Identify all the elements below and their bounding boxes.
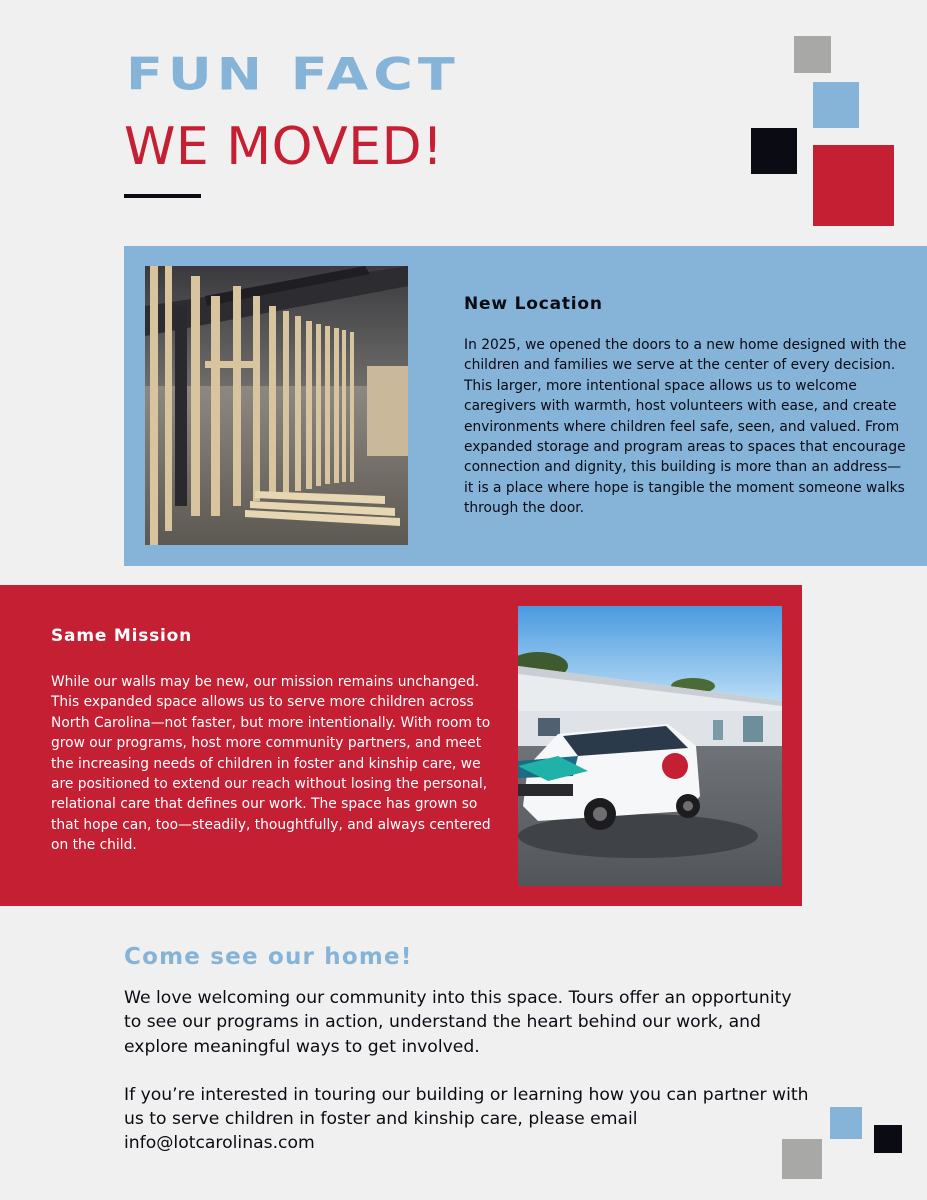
deco-square-blue bbox=[813, 82, 859, 128]
deco-square-blue-small bbox=[830, 1107, 862, 1139]
deco-square-gray-small bbox=[782, 1139, 822, 1179]
come-see-body bbox=[124, 986, 814, 1180]
building-van-photo bbox=[518, 606, 782, 886]
deco-square-navy-small bbox=[874, 1125, 902, 1153]
new-location-body: In 2025, we opened the doors to a new home designed with the children and families we serve at the center of every decision. This larger, more intentional space allows us to welcome caregivers with warmth, host volunteers with ease, and create environments where children feel safe, seen, and valued. From expanded storage and program areas to spaces that encourage connection and dignity, this building is more than an address—it is a place where hope is tangible the moment someone walks through the door. bbox=[464, 337, 907, 517]
title-underline bbox=[124, 194, 201, 198]
same-mission-body: While our walls may be new, our mission remains unchanged. This expanded space allows us to serve more children across North Carolina—not faster, but more intentionally. With room to grow our programs, host more community partners, and meet the increasing needs of children in foster and kinship care, we are positioned to extend our reach without losing the personal, relational care that defines our work. The space has grown so that hope can, too—steadily, thoughtfully, and always centered on the child. bbox=[51, 674, 491, 854]
building-van-photo-illustration bbox=[518, 606, 782, 886]
come-see-paragraph-2: If you’re interested in touring our building or learning how you can partner with us to serve children in foster and kinship care, please email info@lotcarolinas.com bbox=[124, 1084, 809, 1154]
page-title: WE MOVED! bbox=[124, 117, 444, 177]
construction-photo-illustration bbox=[145, 266, 408, 545]
deco-square-gray bbox=[794, 36, 831, 73]
new-location-heading: New Location bbox=[464, 294, 603, 314]
deco-square-red bbox=[813, 145, 894, 226]
same-mission-heading: Same Mission bbox=[51, 626, 193, 646]
come-see-paragraph-1: We love welcoming our community into this space. Tours offer an opportunity to see our programs in action, understand the heart behind our work, and explore meaningful ways to get involved. bbox=[124, 988, 792, 1057]
deco-square-navy bbox=[751, 128, 797, 174]
construction-photo bbox=[145, 266, 408, 545]
come-see-heading: Come see our home! bbox=[124, 944, 413, 970]
kicker-heading: FUN FACT bbox=[126, 48, 460, 101]
